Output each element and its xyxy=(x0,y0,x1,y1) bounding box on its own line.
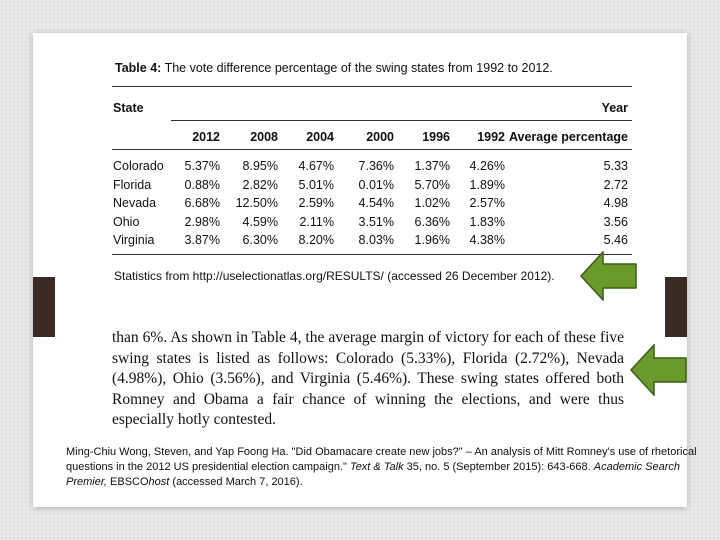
table-caption-text: The vote difference percentage of the swing states from 1992 to 2012. xyxy=(164,61,553,75)
table-cell: 6.30% xyxy=(242,233,278,247)
table-cell: 2.59% xyxy=(298,196,334,210)
table-cell: 8.20% xyxy=(298,233,334,247)
table-cell: 4.38% xyxy=(469,233,505,247)
table-cell: 2.82% xyxy=(242,177,278,192)
table-row xyxy=(112,196,628,213)
average-cell: 3.56 xyxy=(603,214,628,229)
table-cell: 4.59% xyxy=(242,214,278,229)
table-cell: 1.89% xyxy=(469,177,505,192)
average-cell: 5.33 xyxy=(603,159,628,173)
table-cell: 6.36% xyxy=(414,214,450,229)
table-cell: 2.57% xyxy=(469,196,505,210)
table-caption xyxy=(115,61,553,75)
table-caption-label: Table 4: xyxy=(115,61,162,75)
col-header: Average percentage xyxy=(508,130,628,144)
col-header: 2000 xyxy=(366,130,394,144)
table-cell: 4.26% xyxy=(469,159,505,173)
state-name: Colorado xyxy=(113,159,164,173)
citation-text: (accessed March 7, 2016). xyxy=(169,476,303,488)
table-cell: 2.98% xyxy=(184,214,220,229)
table-cell: 8.95% xyxy=(242,159,278,173)
table-cell: 4.67% xyxy=(298,159,334,173)
table-row xyxy=(112,215,628,232)
table-cell: 4.54% xyxy=(358,196,394,210)
citation-text: 35, no. 5 (September 2015): 643-668. xyxy=(403,461,594,473)
table-cell: 8.03% xyxy=(358,233,394,247)
year-header: Year xyxy=(601,101,628,115)
table-cell: 5.70% xyxy=(414,177,450,192)
average-cell: 2.72 xyxy=(603,177,628,192)
average-cell: 5.46 xyxy=(603,233,628,247)
slide-right-tab xyxy=(665,277,687,337)
document-excerpt xyxy=(107,53,632,438)
state-header: State xyxy=(113,101,144,115)
citation-host: host xyxy=(148,476,170,488)
table-header-row-1 xyxy=(112,101,628,119)
table-cell: 1.37% xyxy=(414,159,450,173)
col-header: 1992 xyxy=(477,130,505,144)
table-cell: 7.36% xyxy=(358,159,394,173)
citation-database: Academic Search Premier, xyxy=(66,461,680,488)
table-cell: 6.68% xyxy=(184,196,220,210)
table-cell: 5.37% xyxy=(184,159,220,173)
table-cell: 1.83% xyxy=(469,214,505,229)
citation-journal: Text & Talk xyxy=(349,461,404,473)
col-header: 2012 xyxy=(192,130,220,144)
average-cell: 4.98 xyxy=(603,196,628,210)
table-cell: 2.11% xyxy=(299,214,334,229)
table-row xyxy=(112,233,628,250)
table-row xyxy=(112,178,628,195)
table-top-rule xyxy=(112,86,632,87)
table-row xyxy=(112,159,628,176)
table-bottom-rule xyxy=(112,254,632,255)
table-cell: 1.96% xyxy=(414,233,450,247)
state-name: Ohio xyxy=(113,214,140,229)
table-cell: 0.88% xyxy=(184,177,220,192)
table-cell: 3.87% xyxy=(184,233,220,247)
left-arrow-icon xyxy=(580,251,638,301)
left-arrow-icon xyxy=(630,344,688,396)
col-header: 2008 xyxy=(250,130,278,144)
state-name: Florida xyxy=(113,177,152,192)
table-cell: 5.01% xyxy=(298,177,334,192)
citation xyxy=(66,445,706,490)
state-name: Nevada xyxy=(113,196,157,210)
table-cell: 12.50% xyxy=(235,196,278,210)
col-header: 2004 xyxy=(306,130,334,144)
source-note: Statistics from http://uselectionatlas.org/RESULTS/ (accessed 26 December 2012). xyxy=(114,269,555,283)
table-cell: 0.01% xyxy=(358,177,394,192)
table-body-rule xyxy=(112,149,632,150)
table-body xyxy=(112,159,628,251)
slide-left-tab xyxy=(33,277,55,337)
state-name: Virginia xyxy=(113,233,155,247)
table-header-row-2 xyxy=(112,130,628,148)
citation-text: EBSCO xyxy=(106,476,149,488)
citation-text: Ming-Chiu Wong, Steven, and Yap Foong Ha. "Did Obamacare create new jobs?" – An analysis of Mitt Romney's use of rhetorical questions in the 2012 US presidential election campaign." xyxy=(66,446,697,473)
table-cell: 3.51% xyxy=(358,214,394,229)
col-header: 1996 xyxy=(422,130,450,144)
table-cell: 1.02% xyxy=(414,196,450,210)
table-header-rule xyxy=(171,120,632,121)
body-paragraph: than 6%. As shown in Table 4, the average margin of victory for each of these five swing states is listed as follows: Colorado (5.33%), Florida (2.72%), Nevada (4.98%), Ohio (3.56%), and Virginia (5.46%). These swing states offered both Romney and Obama a fair chance of winning the elections, and were thus especially hotly contested. xyxy=(112,329,624,428)
